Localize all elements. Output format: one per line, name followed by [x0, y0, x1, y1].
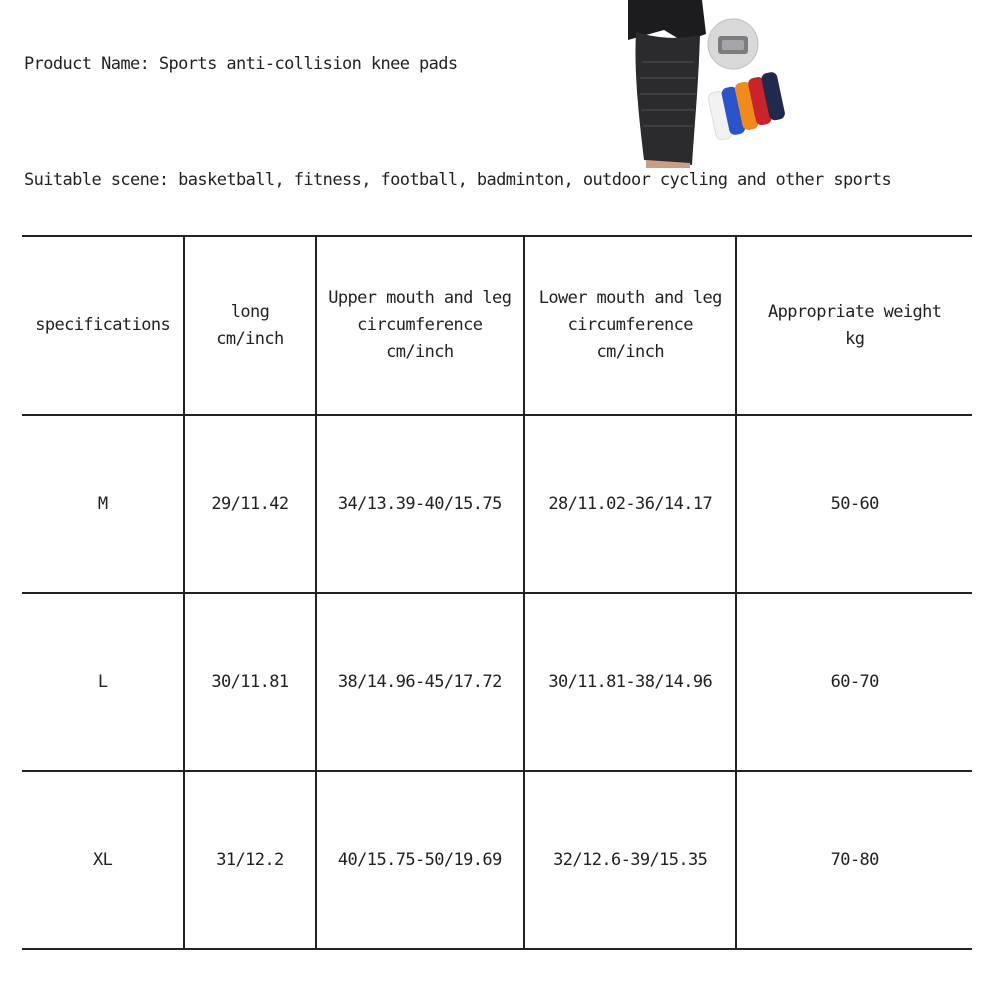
- cell-long: 30/11.81: [184, 593, 315, 771]
- product-name: Product Name: Sports anti-collision knee pads: [24, 54, 458, 74]
- cell-lower: 28/11.02-36/14.17: [524, 415, 736, 593]
- cell-size: M: [97, 493, 108, 514]
- suitable-scene: Suitable scene: basketball, fitness, football, badminton, outdoor cycling and other sports: [24, 170, 892, 190]
- header-specifications: specifications: [35, 315, 171, 335]
- cell-upper: 40/15.75-50/19.69: [316, 771, 524, 949]
- size-table: [22, 235, 972, 950]
- cell-upper: 38/14.96-45/17.72: [316, 593, 524, 771]
- table-header-row: [22, 236, 972, 415]
- knee-pad-shape: [635, 32, 700, 165]
- product-photo: [606, 0, 796, 168]
- table-row: [22, 415, 972, 593]
- table-row: [22, 771, 972, 949]
- cell-weight: 50-60: [736, 415, 972, 593]
- header-weight: Appropriate weight kg: [736, 236, 972, 415]
- cell-long: 29/11.42: [184, 415, 315, 593]
- cell-weight: 70-80: [736, 771, 972, 949]
- header-long: long cm/inch: [184, 236, 315, 415]
- table-row: [22, 593, 972, 771]
- cell-size: XL: [93, 849, 113, 870]
- cell-lower: 30/11.81-38/14.96: [524, 593, 736, 771]
- header-lower-circumference: Lower mouth and leg circumference cm/inch: [524, 236, 736, 415]
- cell-long: 31/12.2: [184, 771, 315, 949]
- cell-upper: 34/13.39-40/15.75: [316, 415, 524, 593]
- cell-size: L: [97, 671, 108, 692]
- cell-weight: 60-70: [736, 593, 972, 771]
- color-swatches: [706, 71, 788, 141]
- header-upper-circumference: Upper mouth and leg circumference cm/inch: [316, 236, 524, 415]
- cell-lower: 32/12.6-39/15.35: [524, 771, 736, 949]
